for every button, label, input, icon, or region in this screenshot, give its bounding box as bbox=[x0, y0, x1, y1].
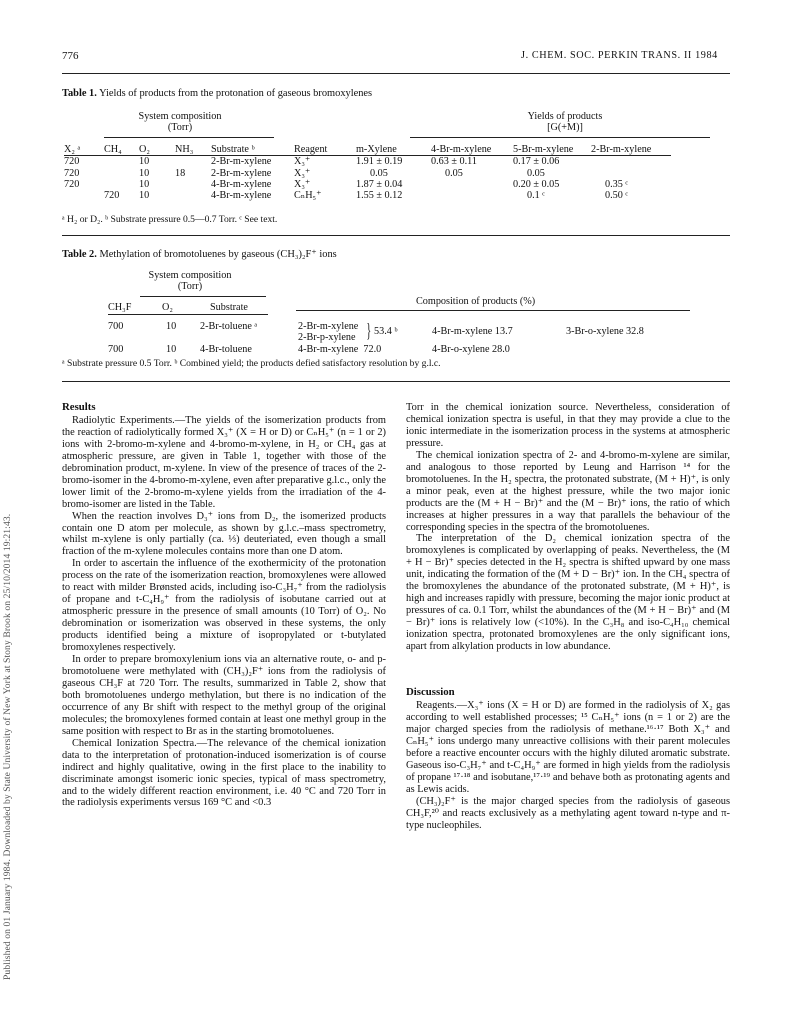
table2-header-rule bbox=[108, 314, 268, 315]
table-cell: 2-Br-toluene ᵃ bbox=[200, 321, 258, 332]
table2-caption bbox=[62, 248, 337, 260]
body-paragraph: The chemical ionization spectra of 2- and 4-bromo-m-xylene are similar, and analogous to those reported by Leung and Harrison ¹⁴ for the bromotoluenes. In the H₂ spectra, the protonated substrate, (M + H)⁺, is only a minor peak, even at the highest pressure, while the two major ionic products are the (M + H − Br)⁺ and the (M − Br)⁺ ions, the ratio of which increases at higher pressures in a way that parallels the behaviour of the corresponding species in the spectra of the bromotoluenes. bbox=[406, 449, 730, 533]
table-cell: 0.1 ᶜ bbox=[527, 190, 545, 202]
table1-col-header: X₂ ᵃ bbox=[64, 144, 104, 156]
table2-col-header: Substrate bbox=[210, 302, 248, 313]
table-cell bbox=[104, 156, 139, 168]
brace-symbol: } bbox=[366, 320, 372, 342]
table-cell: 0.05 bbox=[370, 167, 388, 179]
table-cell: 720 bbox=[64, 167, 80, 179]
table1-group1 bbox=[100, 111, 260, 134]
table1-group1-rule bbox=[104, 137, 274, 138]
table1-col-header: NH₃ bbox=[175, 144, 211, 156]
table-cell: 10 bbox=[139, 178, 150, 190]
discussion-heading: Discussion bbox=[406, 686, 455, 699]
page-number: 776 bbox=[62, 50, 79, 62]
table-cell bbox=[431, 179, 513, 190]
left-column bbox=[62, 402, 386, 809]
table-cell: 4-Br-m-xylene 72.0 bbox=[298, 344, 382, 355]
table2-footnote: ᵃ Substrate pressure 0.5 Torr. ᵇ Combined yield; the products defied satisfactory resolution by g.l.c. bbox=[62, 358, 441, 369]
table1-col-header: Reagent bbox=[294, 144, 356, 156]
table1-col-header: Substrate ᵇ bbox=[211, 144, 294, 156]
body-paragraph: Torr in the chemical ionization source. Nevertheless, consideration of chemical ionization spectra is useful, in that they may provide a clue to the ionic intermediate in the isomerization process in the systems at atmospheric pressure. bbox=[406, 402, 730, 449]
table2-group1-unit: (Torr) bbox=[177, 281, 203, 293]
table1-title: Yields of products from the protonation of gaseous bromoxylenes bbox=[99, 88, 373, 99]
table-row bbox=[64, 190, 671, 201]
table-cell: 2-Br-m-xylene bbox=[211, 156, 272, 168]
table2-col-header: CH₃F bbox=[108, 302, 132, 313]
body-paragraph: Chemical Ionization Spectra.—The relevance of the chemical ionization data to the interpretation of protonation-induced isomerization is of course indirect and highly qualitative, owing in the first place to the inability to discriminate amongst isomeric ionic species, typical of mass spectrometry, and to the widely different reaction environment, i.e. 40 °C and 720 Torr in the radiolysis experiments versus 169 °C and <0.3 bbox=[62, 737, 386, 809]
table-cell bbox=[175, 190, 211, 201]
table1-group2-unit: [G(+M)] bbox=[547, 122, 583, 134]
table1-group2-rule bbox=[410, 137, 710, 138]
table-cell: 720 bbox=[64, 178, 80, 190]
table2-label: Table 2. bbox=[62, 249, 97, 260]
table-cell: 1.91 ± 0.19 bbox=[356, 156, 403, 168]
table1-bottom-rule bbox=[62, 235, 730, 236]
table-cell: CₙH₅⁺ bbox=[294, 190, 322, 202]
table-cell: X₃⁺ bbox=[294, 178, 311, 190]
table1-group1-label: System composition bbox=[138, 111, 222, 122]
table-cell: 3-Br-o-xylene 32.8 bbox=[566, 326, 644, 337]
body-paragraph: The interpretation of the D₂ chemical ionization spectra of the bromoxylenes is complicated by overlapping of peaks. Nevertheless, the (M + H − Br)⁺ species detected in the H₂ spectra is shifted upward by one mass unit, indicating the formation of the (M + D − Br)⁺ ion. In the CH₄ spectra of the bromoxylenes the abundance of the protonated substrate, (M + H)⁺, is high and increases rapidly with pressure, becoming the major ionic product at pressures of ca. 0.1 Torr, whilst the abundances of the (M + H − Br)⁺ and (M − Br)⁺ ions is relatively low (<10%). In the C₃H₈ and iso-C₄H₁₀ chemical ionization spectra, protonated bromoxylenes are the only significant ions, apart from alkylation products in low abundance. bbox=[406, 533, 730, 653]
table1 bbox=[64, 144, 671, 201]
table1-col-header: CH₄ bbox=[104, 144, 139, 156]
table1-col-header: O₂ bbox=[139, 144, 175, 156]
header-rule bbox=[62, 73, 730, 74]
table-cell bbox=[175, 156, 211, 168]
right-column bbox=[406, 402, 730, 831]
table1-header-row bbox=[64, 144, 671, 156]
table2-title: Methylation of bromotoluenes by gaseous (CH₃)₂F⁺ ions bbox=[99, 249, 337, 260]
table-cell bbox=[431, 190, 513, 201]
table-cell: 0.05 bbox=[445, 167, 463, 179]
table-cell bbox=[591, 156, 671, 168]
table-row bbox=[64, 179, 671, 190]
table1-col-header: m-Xylene bbox=[356, 144, 431, 156]
table2-group1-label: System composition bbox=[148, 270, 232, 281]
table-cell: 1.55 ± 0.12 bbox=[356, 190, 403, 202]
table-cell: 0.05 bbox=[527, 167, 545, 179]
table-cell: 10 bbox=[139, 156, 150, 168]
table1-footnote: ᵃ H₂ or D₂. ᵇ Substrate pressure 0.5—0.7 Torr. ᶜ See text. bbox=[62, 214, 278, 225]
table1-group1-unit: (Torr) bbox=[167, 122, 193, 134]
table-cell: 0.20 ± 0.05 bbox=[513, 178, 560, 190]
body-paragraph: When the reaction involves D₃⁺ ions from D₂, the isomerized products contain one D atom per molecule, as shown by g.l.c.–mass spectrometry, whilst m-xylene is only partially (ca. ⅓) deuteriated, even though a small fraction of the m-xylene molecules contains more than one D atom. bbox=[62, 510, 386, 558]
table-cell: 0.17 ± 0.06 bbox=[513, 156, 560, 168]
table-cell bbox=[104, 179, 139, 190]
table1-group2-label: Yields of products bbox=[527, 111, 603, 122]
table-cell: 4-Br-m-xylene bbox=[211, 178, 272, 190]
table-cell: 4-Br-m-xylene 13.7 bbox=[432, 326, 513, 337]
table-cell: 10 bbox=[139, 190, 150, 202]
table-cell: 0.63 ± 0.11 bbox=[431, 156, 477, 168]
table2-group1 bbox=[140, 270, 240, 293]
table-cell: 0.35 ᶜ bbox=[605, 178, 628, 190]
table-cell: 700 bbox=[108, 321, 124, 332]
table-cell bbox=[64, 190, 104, 201]
table-cell: 1.87 ± 0.04 bbox=[356, 178, 403, 190]
body-paragraph: (CH₃)₂F⁺ is the major charged species from the radiolysis of gaseous CH₃F,²⁰ and reacts exclusively as a methylating agent toward n-type and π-type nucleophiles. bbox=[406, 795, 730, 831]
table1-label: Table 1. bbox=[62, 88, 97, 99]
download-watermark: Published on 01 January 1984. Downloaded by State University of New York at Stony Brook on 25/10/2014 19:21:43. bbox=[2, 513, 13, 980]
table-cell: 2-Br-m-xylene bbox=[298, 321, 359, 332]
table-cell bbox=[104, 168, 139, 179]
table-cell: 700 bbox=[108, 344, 124, 355]
table-cell bbox=[591, 168, 671, 179]
table1-group2 bbox=[490, 111, 640, 134]
body-paragraph: Reagents.—X₃⁺ ions (X = H or D) are formed in the radiolysis of X₂ gas according to well established processes; ¹⁵ CₙH₅⁺ ions (n = 1 or 2) are the major charged species from the radiolysis of methane.¹⁶·¹⁷ Both X₃⁺ and CₙH₅⁺ ions undergo many unreactive collisions with their parent molecules before a reactive encounter occurs with the highly diluted aromatic substrate. Gaseous iso-C₃H₇⁺ and t-C₄H₉⁺ are formed in high yields from the radiolysis of propane ¹⁷·¹⁸ and isobutane,¹⁷·¹⁹ and behave both as protonating agents and as Lewis acids. bbox=[406, 699, 730, 795]
results-heading: Results bbox=[62, 401, 96, 413]
table-row bbox=[64, 156, 671, 168]
table-cell: 18 bbox=[175, 167, 186, 179]
table-cell: 10 bbox=[166, 321, 177, 332]
body-paragraph: Radiolytic Experiments.—The yields of the isomerization products from the reaction of radiolytically formed X₃⁺ (X = H or D) or CₙH₅⁺ (n = 1 or 2) ions with 2-bromo-m-xylene and 4-bromo-m-xylene, in H₂ or CH₄ gas at atmospheric pressure, are given in Table 1, together with those of the debromination product, m-xylene. In view of the presence of traces of the 2-bromo-isomer in the 4-bromo-m-xylene, even after preparative g.l.c., only the lower limit of the 2-bromo-m-xylene yields from the irradiation of the 4-bromo-isomer are listed in the Table. bbox=[62, 414, 386, 510]
table1-col-header: 2-Br-m-xylene bbox=[591, 144, 671, 156]
table-cell bbox=[175, 179, 211, 190]
table1-col-header: 5-Br-m-xylene bbox=[513, 144, 591, 156]
table2-bottom-rule bbox=[62, 381, 730, 382]
table1-caption bbox=[62, 88, 372, 99]
body-paragraph: In order to ascertain the influence of the exothermicity of the protonation process on the rate of the isomerization reaction, bromoxylenes were allowed to react with milder Brønsted acids, including iso-C₃H₇⁺ from the radiolysis of propane and t-C₄H₉⁺ from the radiolysis of isobutane carried out at atmospheric pressure in the presence of small amounts (10 Torr) of O₂. No debromination or isomerization was observed in these systems, the only products identified being a mixture of isopropylated or t-butylated bromoxylenes respectively. bbox=[62, 558, 386, 654]
table-cell: 2-Br-p-xylene bbox=[298, 332, 356, 343]
table-cell: 2-Br-m-xylene bbox=[211, 167, 272, 179]
table-cell: 720 bbox=[64, 156, 80, 168]
body-paragraph: In order to prepare bromoxylenium ions via an alternative route, o- and p-bromotoluene were methylated with (CH₃)₂F⁺ ions from the radiolysis of gaseous CH₃F at 720 Torr. The results, summarized in Table 2, show that both bromotoluenes undergo methylation, but there is no indication of the occurrence of any Br shift with respect to the methyl group of the original molecules; the bromoxylenes formed contain at least one methyl group in the same position with respect to Br as in the starting bromotoluenes. bbox=[62, 654, 386, 737]
table-cell: 4-Br-toluene bbox=[200, 344, 252, 355]
table-cell: 4-Br-m-xylene bbox=[211, 190, 272, 202]
table-cell: 720 bbox=[104, 190, 120, 202]
table-cell: X₃⁺ bbox=[294, 156, 311, 168]
table-cell: 53.4 ᵇ bbox=[374, 326, 398, 337]
running-header: J. CHEM. SOC. PERKIN TRANS. II 1984 bbox=[521, 50, 718, 61]
table2-group2: Composition of products (%) bbox=[416, 296, 536, 307]
table-cell: 0.50 ᶜ bbox=[605, 190, 628, 202]
table1-col-header: 4-Br-m-xylene bbox=[431, 144, 513, 156]
table-cell: 10 bbox=[139, 167, 150, 179]
table-row bbox=[64, 168, 671, 179]
table-cell: X₃⁺ bbox=[294, 167, 311, 179]
table2-col-header: O₂ bbox=[162, 302, 173, 313]
table-cell: 10 bbox=[166, 344, 177, 355]
table-cell: 4-Br-o-xylene 28.0 bbox=[432, 344, 510, 355]
table2-group1-rule bbox=[140, 296, 266, 297]
